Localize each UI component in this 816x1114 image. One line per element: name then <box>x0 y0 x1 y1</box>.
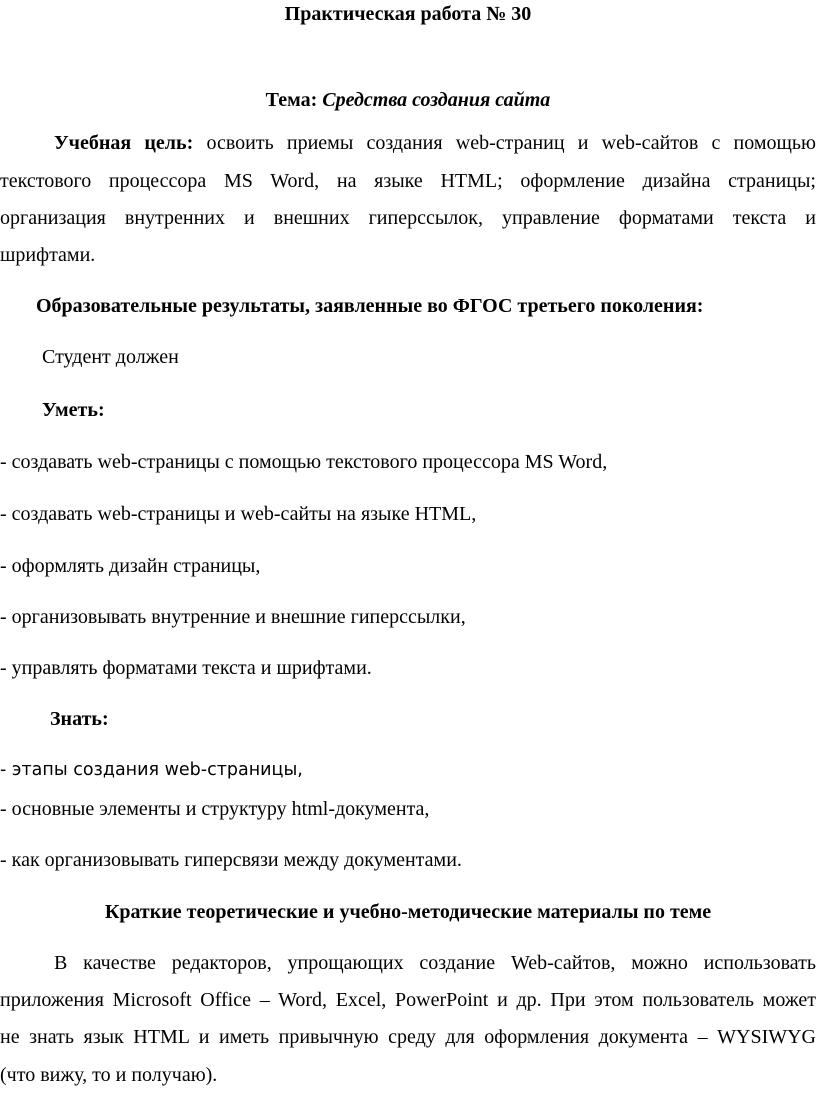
paragraph-line-2: приложения Microsoft Office – Word, Excel, PowerPoint и др. При этом пользователь может <box>0 989 816 1011</box>
page-title: Практическая работа № 30 <box>284 3 532 25</box>
skill-item: - управлять форматами текста и шрифтами. <box>0 657 372 679</box>
goal-line-3: организация внутренних и внешних гиперссылок, управление форматами текста и <box>0 207 816 229</box>
theme-value: Средства создания сайта <box>322 89 551 111</box>
knowledge-item: - основные элементы и структуру html-документа, <box>0 798 430 820</box>
knowledge-item: - этапы создания web-страницы, <box>0 760 303 780</box>
theme-label: Тема: <box>265 89 318 111</box>
skill-item: - оформлять дизайн страницы, <box>0 555 261 577</box>
materials-heading: Краткие теоретические и учебно-методические материалы по теме <box>104 901 712 923</box>
results-heading: Образовательные результаты, заявленные во ФГОС третьего поколения: <box>36 295 704 317</box>
paragraph-line-4: (что вижу, то и получаю). <box>0 1064 218 1086</box>
goal-text-1: освоить приемы создания web-страниц и web-сайтов с помощью <box>206 132 816 154</box>
goal-label: Учебная цель: <box>54 132 194 154</box>
skill-item: - создавать web-страницы с помощью текстового процессора MS Word, <box>0 451 608 473</box>
knowledge-item: - как организовывать гиперсвязи между документами. <box>0 849 462 871</box>
goal-line-1 <box>54 131 816 155</box>
student-text: Студент должен <box>42 346 179 368</box>
skill-item: - организовывать внутренние и внешние гиперссылки, <box>0 606 466 628</box>
paragraph-line-3: не знать язык HTML и иметь привычную среду для оформления документа – WYSIWYG <box>0 1026 816 1048</box>
skills-heading: Уметь: <box>42 399 105 421</box>
knowledge-heading: Знать: <box>50 708 109 730</box>
theme-line <box>0 88 816 112</box>
goal-line-2: текстового процессора MS Word, на языке HTML; оформление дизайна страницы; <box>0 170 816 192</box>
goal-line-4: шрифтами. <box>0 244 96 266</box>
paragraph-line-1: В качестве редакторов, упрощающих создание Web-сайтов, можно использовать <box>54 952 816 974</box>
skill-item: - создавать web-страницы и web-сайты на языке HTML, <box>0 503 477 525</box>
